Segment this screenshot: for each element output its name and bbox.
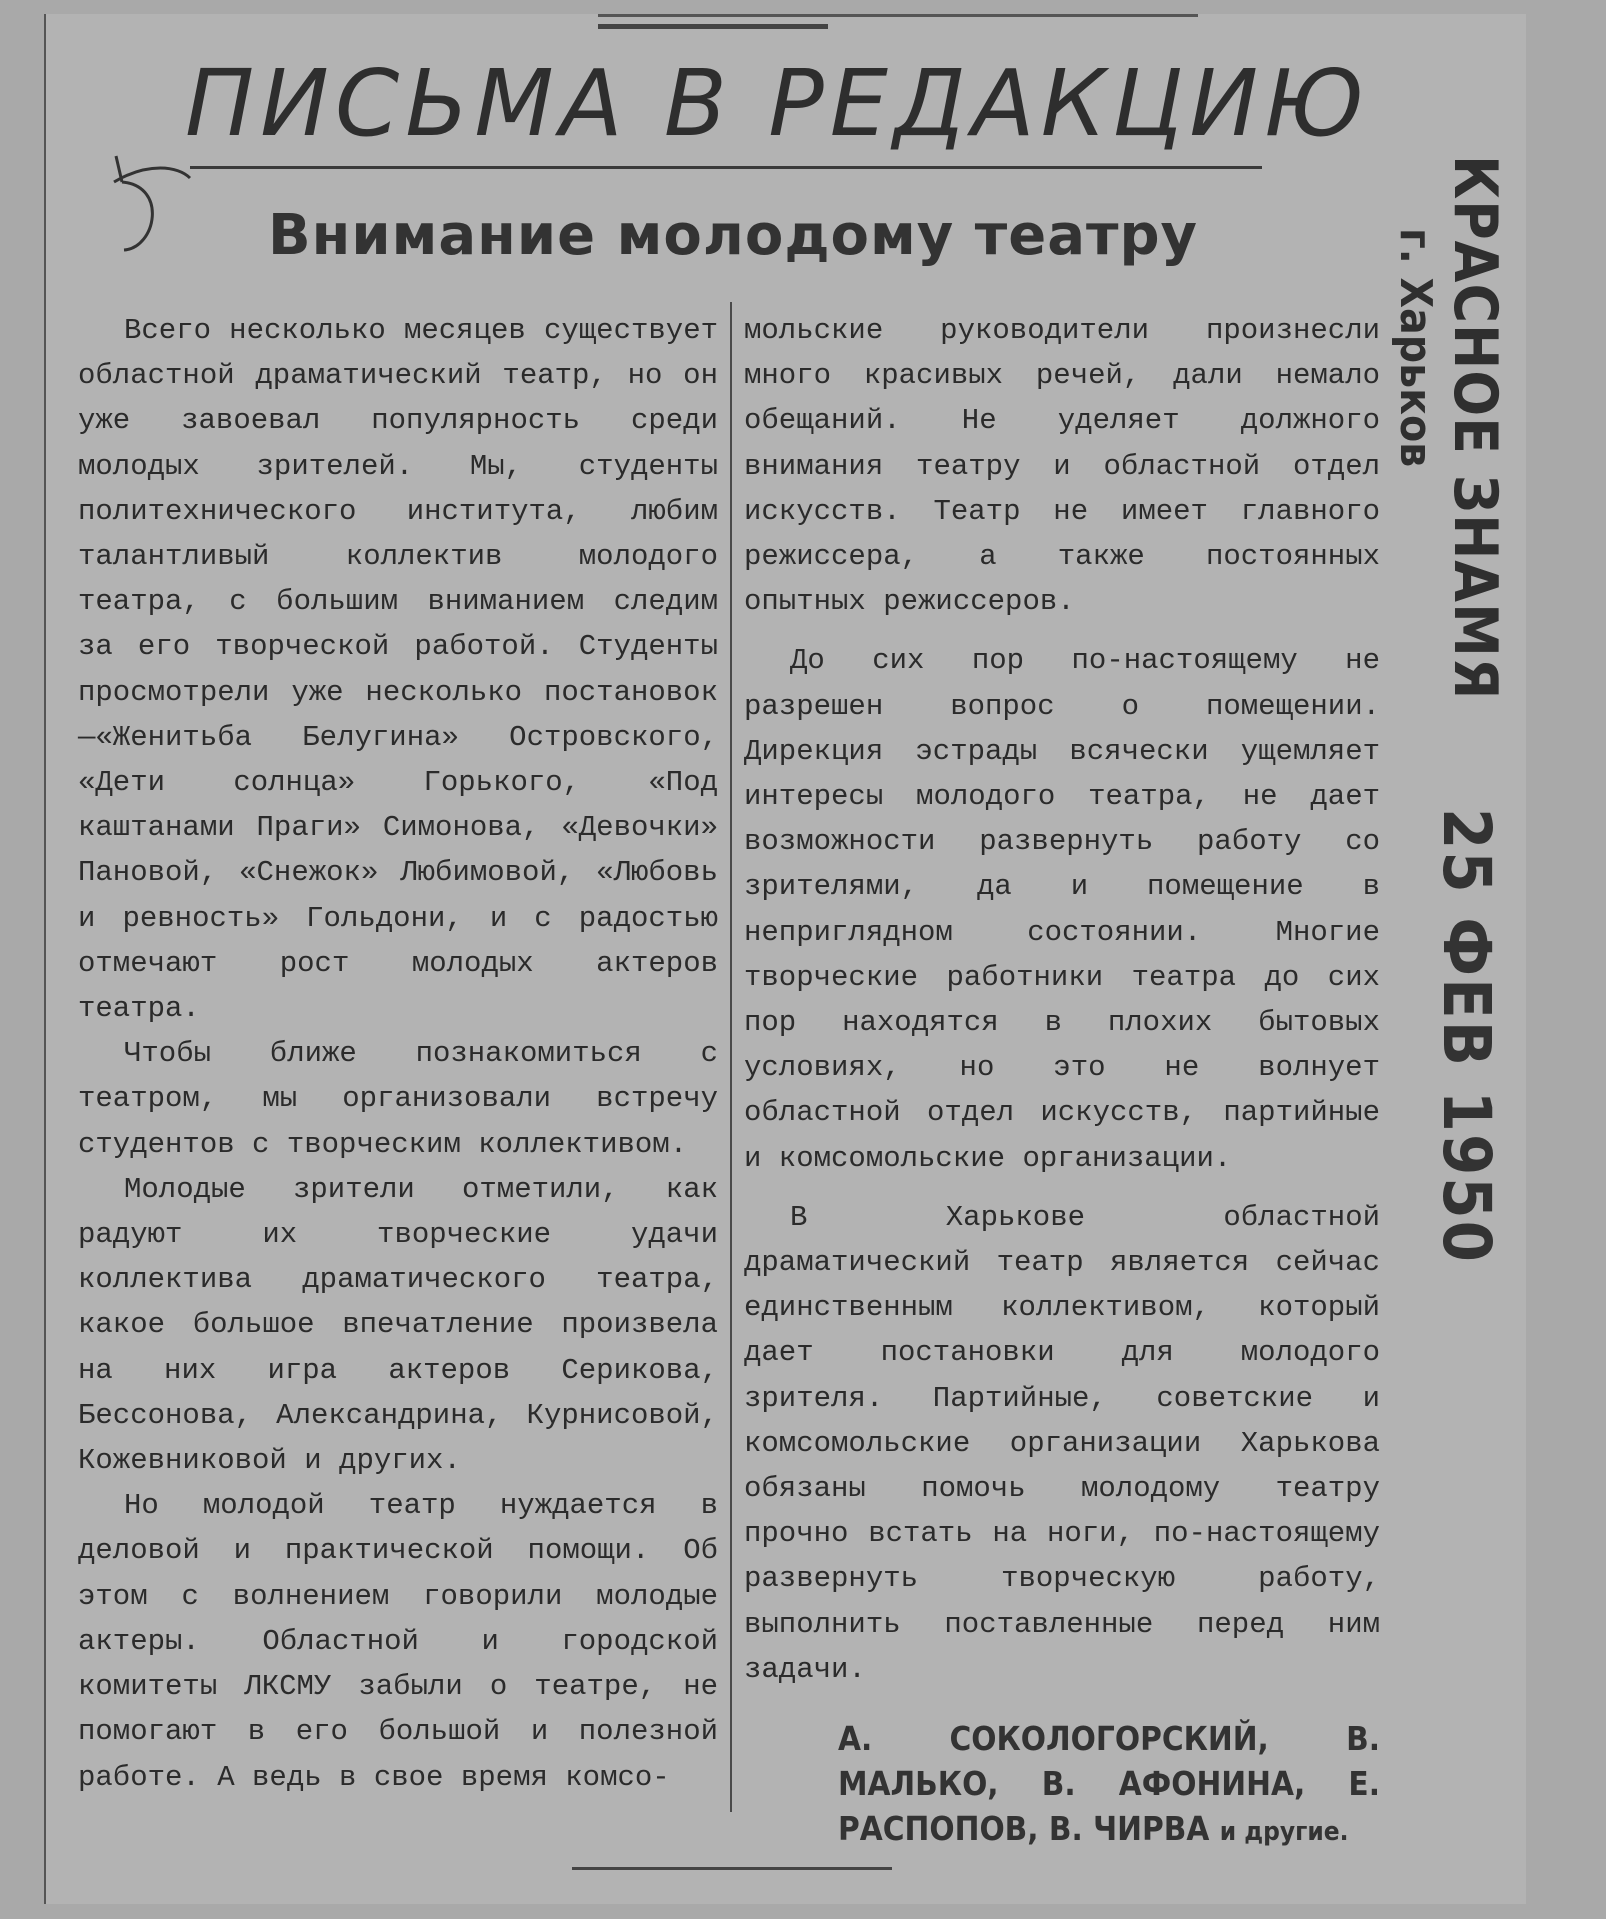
- bottom-rule: [572, 1867, 892, 1870]
- column-divider: [730, 302, 732, 1812]
- signature-tail: и другие.: [1219, 1817, 1349, 1848]
- paragraph: мольские руководители произнесли много красивых речей, дали немало обещаний. Не уделяет должного внимания театру и областной отдел искусств. Театр не имеет главного режиссера, а также постоянных опытных режиссеров.: [744, 314, 1380, 619]
- paragraph: В Харькове областной драматический театр является сейчас единственным коллективом, который дает постановки для молодого зрителя. Партийные, советские и комсомольские организации Харькова обязаны помочь молодому театру прочно встать на ноги, по-настоящему развернуть творческую работу, выполнить поставленные перед ним задачи.: [744, 1200, 1380, 1686]
- paragraph: До сих пор по-настоящему не разрешен вопрос о помещении. Дирекция эстрады всячески ущемляет интересы молодого театра, не дает возможности развернуть работу со зрителями, да и помещение в неприглядном состоянии. Многие творческие работники театра до сих пор находятся в плохих бытовых условиях, но это не волнует областной отдел искусств, партийные и комсомольские организации.: [744, 644, 1380, 1175]
- section-title: ПИСЬМА В РЕДАКЦИЮ: [185, 50, 1370, 157]
- top-rule: [598, 14, 1198, 17]
- paragraph: Но молодой театр нуждается в деловой и практической помощи. Об этом с волнением говорили молодые актеры. Областной и городской комитеты ЛКСМУ забыли о театре, не помогают в его большой и полезной работе. А ведь в свое время комсо-: [78, 1489, 718, 1794]
- article-column-left: [78, 308, 718, 1800]
- article-column-right: [744, 308, 1380, 1855]
- top-rule-accent: [598, 24, 828, 29]
- paragraph: Чтобы ближе познакомиться с театром, мы организовали встречу студентов с творческим коллективом.: [78, 1037, 718, 1161]
- pencil-mark-icon: [108, 152, 198, 262]
- paragraph: Всего несколько месяцев существует областной драматический театр, но он уже завоевал популярность среди молодых зрителей. Мы, студенты политехнического института, любим талантливый коллектив молодого театра, с большим вниманием следим за его творческой работой. Студенты просмотрели уже несколько постановок—«Женитьба Белугина» Островского, «Дети солнца» Горького, «Под каштанами Праги» Симонова, «Девочки» Пановой, «Снежок» Любимовой, «Любовь и ревность» Гольдони, и с радостью отмечают рост молодых актеров театра.: [78, 314, 718, 1026]
- date-stamp: 25 ФЕВ 1950: [1428, 808, 1505, 1264]
- city-stamp: г. Харьков: [1390, 228, 1441, 468]
- newspaper-name-stamp: КРАСНОЕ ЗНАМЯ: [1440, 155, 1510, 701]
- signature: [744, 1716, 1380, 1855]
- paragraph: Молодые зрители отметили, как радуют их творческие удачи коллектива драматического театра, какое большое впечатление произвела на них игра актеров Серикова, Бессонова, Александрина, Курнисовой, Кожевниковой и других.: [78, 1172, 718, 1478]
- section-title-underline: [190, 166, 1262, 169]
- article-title: Внимание молодому театру: [268, 203, 1199, 268]
- signature-names: А. СОКОЛОГОРСКИЙ, В. МАЛЬКО, В. АФОНИНА, Е. РАСПОПОВ, В. ЧИРВА: [838, 1719, 1380, 1849]
